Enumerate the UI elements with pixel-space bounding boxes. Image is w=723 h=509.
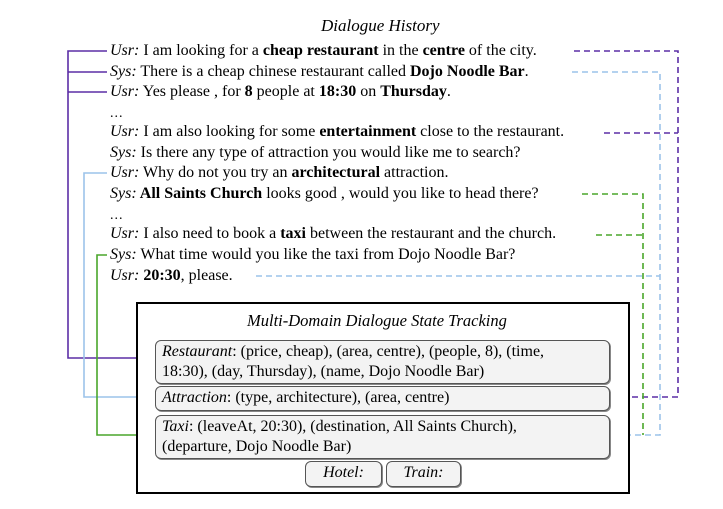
speaker-label: Usr: (110, 225, 140, 242)
speaker-label: Usr: (110, 123, 140, 140)
restaurant-state-slot (155, 340, 610, 384)
attraction-domain-label: Attraction (162, 389, 227, 406)
dialogue-history-title: Dialogue History (321, 16, 440, 35)
speaker-label: Usr: (110, 83, 140, 100)
train-state-slot: Train: (386, 461, 461, 487)
speaker-label: Sys: (110, 144, 137, 161)
dialogue-turn: Usr: I am also looking for some entertainment close to the restaurant. (110, 123, 565, 140)
restaurant-domain-label: Restaurant (162, 343, 233, 360)
restaurant-slots-line1: : (price, cheap), (area, centre), (people, 8), (time, (232, 343, 545, 360)
taxi-slots-line1: : (leaveAt, 20:30), (destination, All Saints Church), (188, 418, 517, 435)
taxi-domain-label: Taxi (162, 418, 189, 435)
restaurant-slots-line2: 18:30), (day, Thursday), (name, Dojo Noodle Bar) (162, 363, 485, 380)
state-tracking-panel (136, 302, 630, 494)
dialogue-turn: Sys: What time would you like the taxi from Dojo Noodle Bar? (110, 246, 516, 263)
taxi-state-slot (155, 415, 610, 459)
speaker-label: Usr: (110, 42, 140, 59)
attraction-slots-line1: : (type, architecture), (area, centre) (226, 389, 450, 406)
dialogue-turn: Usr: Why do not you try an architectural attraction. (110, 164, 449, 181)
dialogue-turn: Usr: 20:30, please. (110, 267, 233, 284)
speaker-label: Sys: (110, 185, 137, 202)
speaker-label: Sys: (110, 63, 137, 80)
ellipsis: ... (110, 106, 124, 121)
state-tracking-title: Multi-Domain Dialogue State Tracking (247, 311, 507, 330)
speaker-label: Usr: (110, 267, 140, 284)
hotel-state-slot: Hotel: (305, 461, 382, 487)
speaker-label: Usr: (110, 164, 140, 181)
dialogue-turn: Sys: There is a cheap chinese restaurant called Dojo Noodle Bar. (110, 63, 529, 80)
attraction-state-slot (155, 386, 610, 411)
dialogue-turn: Usr: Yes please , for 8 people at 18:30 on Thursday. (110, 83, 451, 100)
dialogue-turn: Usr: I also need to book a taxi between the restaurant and the church. (110, 225, 557, 242)
speaker-label: Sys: (110, 246, 137, 263)
dialogue-turn: Sys: Is there any type of attraction you would like me to search? (110, 144, 521, 161)
dialogue-turn: Sys: All Saints Church looks good , would you like to head there? (110, 185, 539, 202)
ellipsis: ... (110, 208, 124, 223)
taxi-slots-line2: (departure, Dojo Noodle Bar) (162, 438, 352, 455)
dialogue-turn: Usr: I am looking for a cheap restaurant in the centre of the city. (110, 42, 537, 59)
